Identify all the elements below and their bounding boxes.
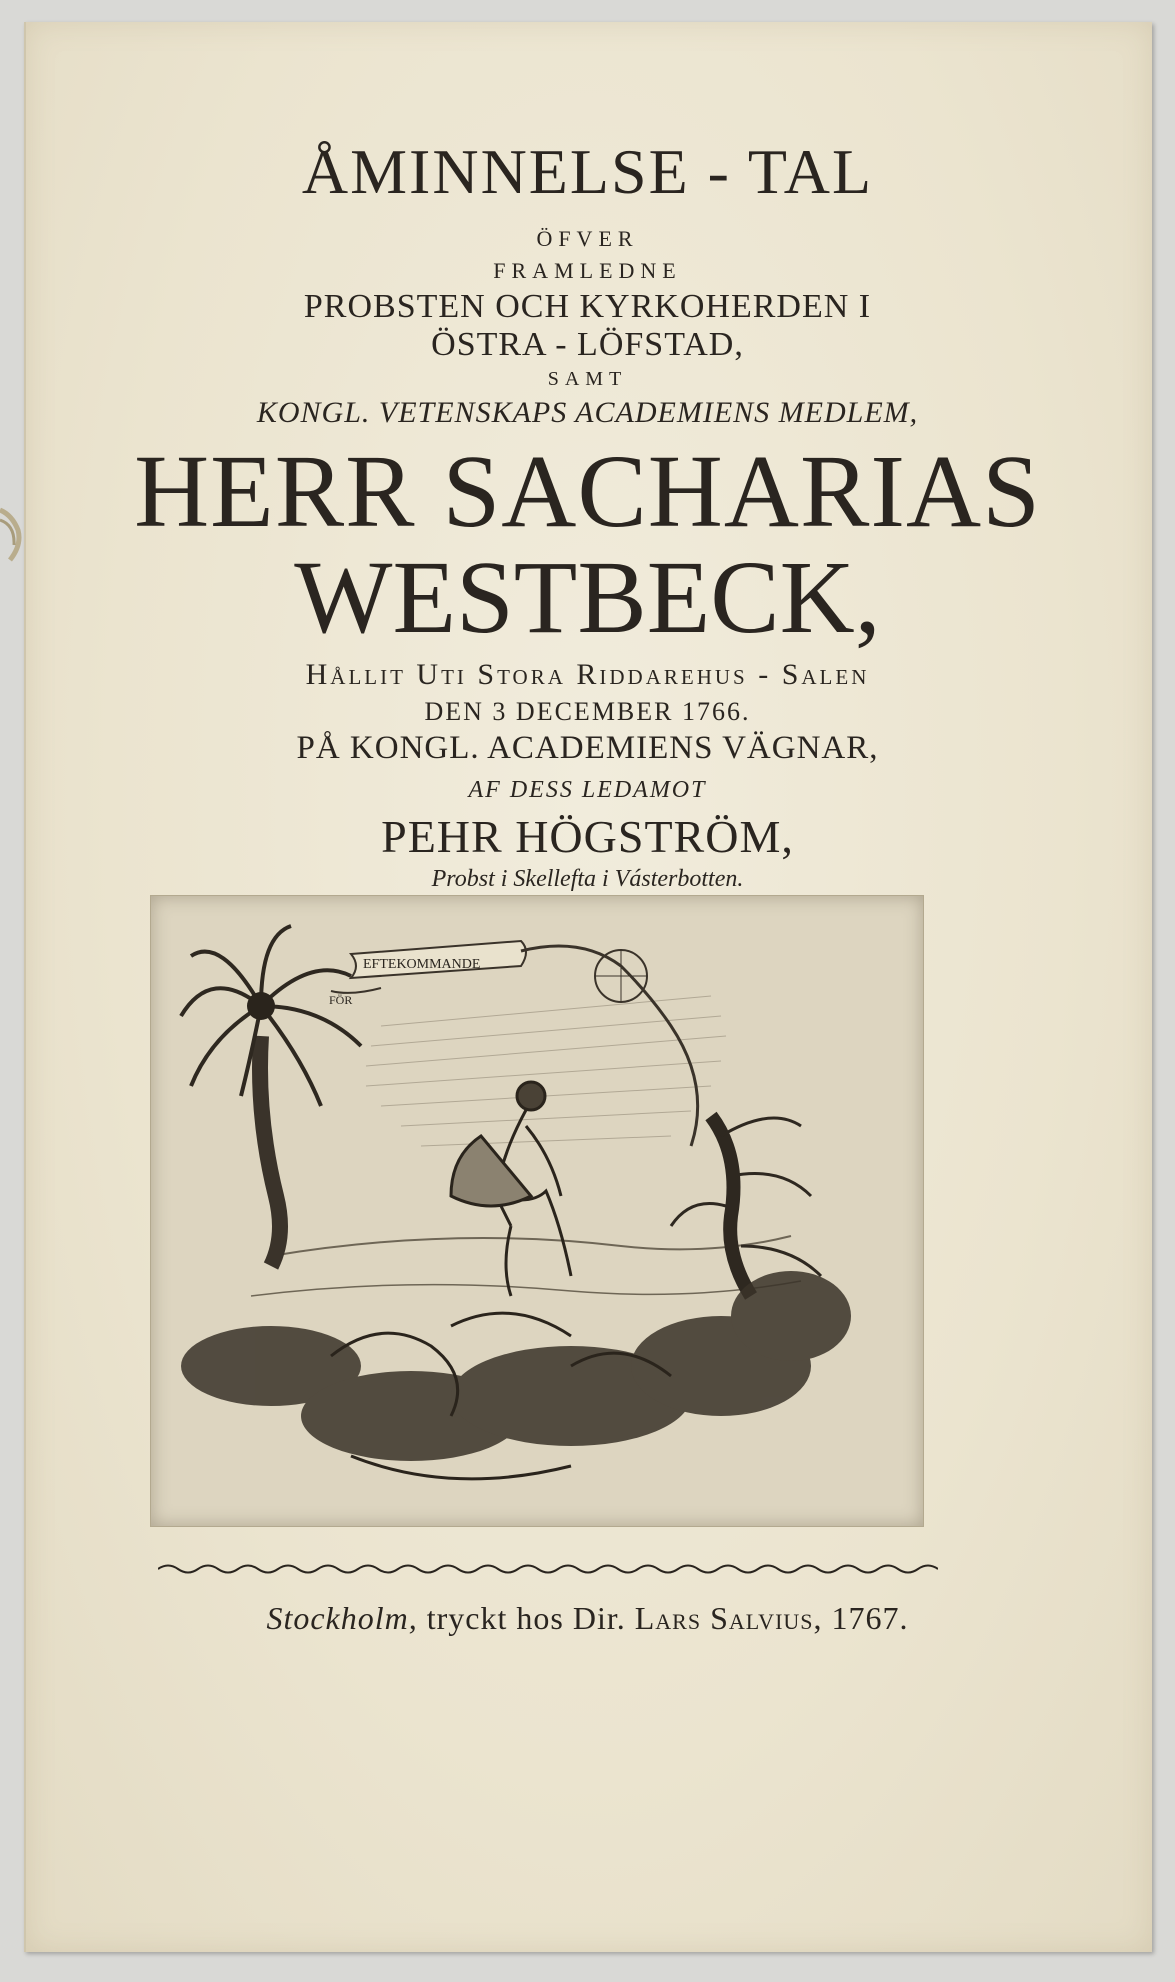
imprint-city: Stockholm,: [266, 1600, 418, 1636]
engraving-plate: [150, 895, 924, 1527]
title-samt: SAMT: [547, 368, 628, 390]
office-line-1: PROBSTEN OCH KYRKOHERDEN I: [303, 288, 872, 325]
date-line: DEN 3 DECEMBER 1766.: [424, 697, 751, 726]
imprint-year: 1767.: [831, 1600, 909, 1636]
author-name: PEHR HÖGSTRÖM,: [381, 811, 794, 862]
document-title: ÅMINNELSE - TAL: [301, 136, 874, 207]
office-line-2: ÖSTRA - LÖFSTAD,: [431, 326, 744, 363]
society-line: KONGL. VETENSKAPS ACADEMIENS MEDLEM,: [256, 396, 919, 429]
title-framledne: FRAMLEDNE: [493, 258, 682, 283]
honoree-name-line-2: WESTBECK,: [294, 540, 881, 655]
honoree-name-line-1: HERR SACHARIAS: [134, 434, 1041, 549]
title-ofver: ÖFVER: [536, 226, 639, 251]
banner-text-left: FÖR: [329, 993, 353, 1007]
wavy-rule: [158, 1562, 938, 1576]
venue-line: Hållit Uti Stora Riddarehus - Salen: [305, 658, 870, 691]
author-title: Probst i Skellefta i Vásterbotten.: [431, 866, 744, 892]
imprint-line: [0, 1600, 1175, 1637]
imprint-middle: tryckt hos Dir.: [426, 1600, 626, 1636]
engraving-illustration: [151, 896, 923, 1526]
banner-text: EFTEKOMMANDE: [363, 957, 481, 972]
af-dess-line: AF DESS LEDAMOT: [468, 777, 707, 803]
on-behalf-line: PÅ KONGL. ACADEMIENS VÄGNAR,: [296, 730, 879, 766]
imprint-printer: Lars Salvius,: [634, 1600, 823, 1636]
